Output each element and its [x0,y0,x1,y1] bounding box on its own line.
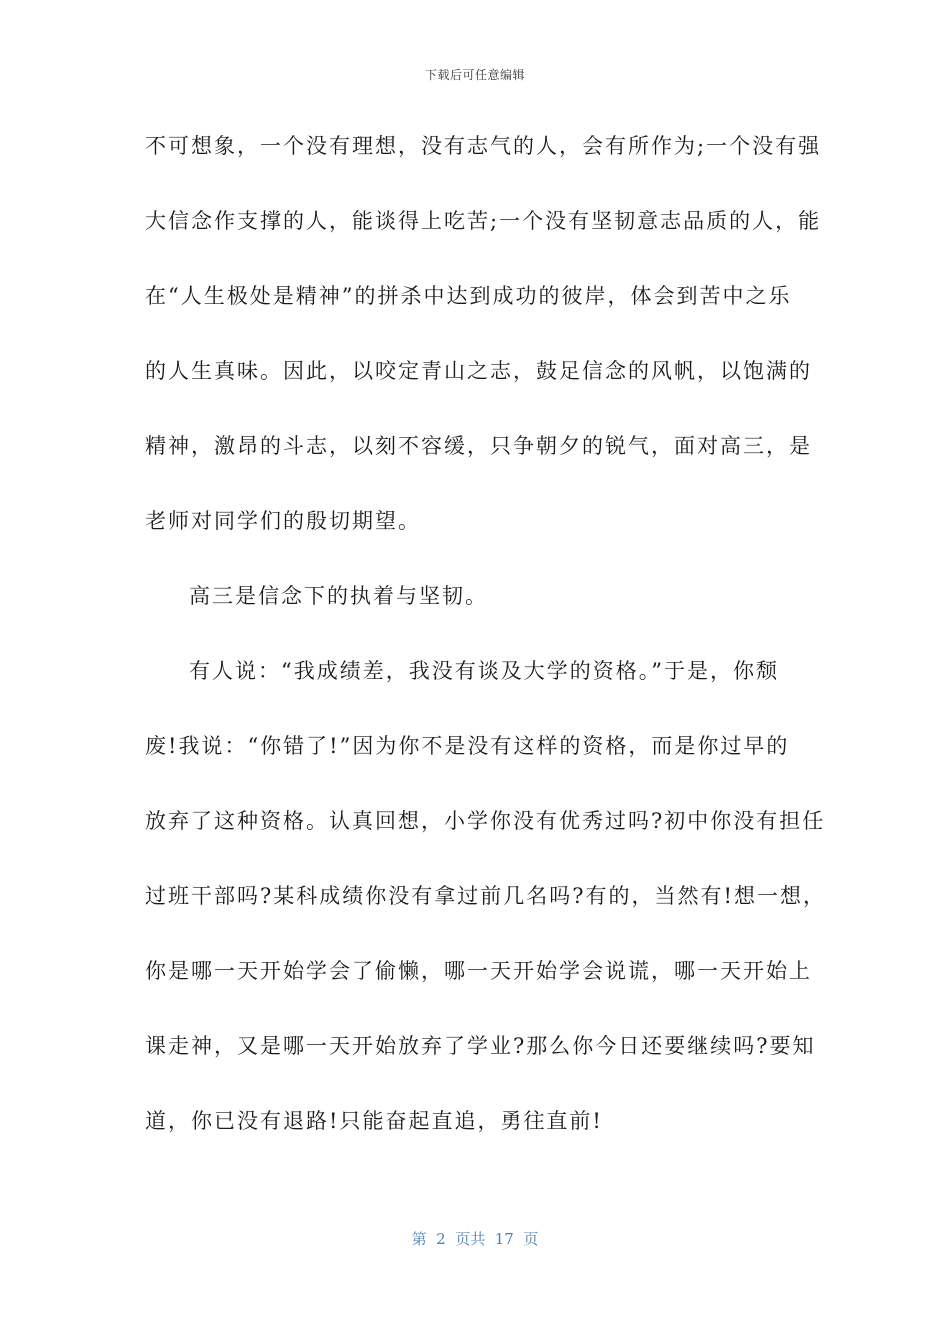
paragraph-first-line: 有人说：“我成绩差，我没有谈及大学的资格。”于是，你颓 [189,659,779,683]
text-line: 老师对同学们的殷切期望。 [145,509,421,533]
text-line: 放弃了这种资格。认真回想，小学你没有优秀过吗?初中你没有担任 [145,809,826,833]
page-header-note: 下载后可任意编辑 [424,68,525,82]
text-line: 课走神，又是哪一天开始放弃了学业?那么你今日还要继续吗?要知 [145,1034,816,1058]
paragraph-heading-line: 高三是信念下的执着与坚韧。 [189,584,488,608]
text-line: 大信念作支撑的人，能谈得上吃苦;一个没有坚韧意志品质的人，能 [145,209,822,233]
page-number-footer: 第 2 页共 17 页 [411,1230,539,1248]
text-line: 的人生真味。因此，以咬定青山之志，鼓足信念的风帆，以饱满的 [145,359,812,383]
text-line: 你是哪一天开始学会了偷懒，哪一天开始学会说谎，哪一天开始上 [145,959,812,983]
text-line: 不可想象，一个没有理想，没有志气的人，会有所作为;一个没有强 [145,134,822,158]
text-line: 精神，激昂的斗志，以刻不容缓，只争朝夕的锐气，面对高三，是 [145,434,812,458]
text-line: 废!我说：“你错了!”因为你不是没有这样的资格，而是你过早的 [145,734,790,758]
text-line: 过班干部吗?某科成绩你没有拿过前几名吗?有的，当然有!想一想， [145,884,826,908]
text-line: 道，你已没有退路!只能奋起直追，勇往直前! [145,1109,603,1133]
text-line: 在“人生极处是精神”的拼杀中达到成功的彼岸，体会到苦中之乐 [145,284,792,308]
document-body [145,128,826,1178]
